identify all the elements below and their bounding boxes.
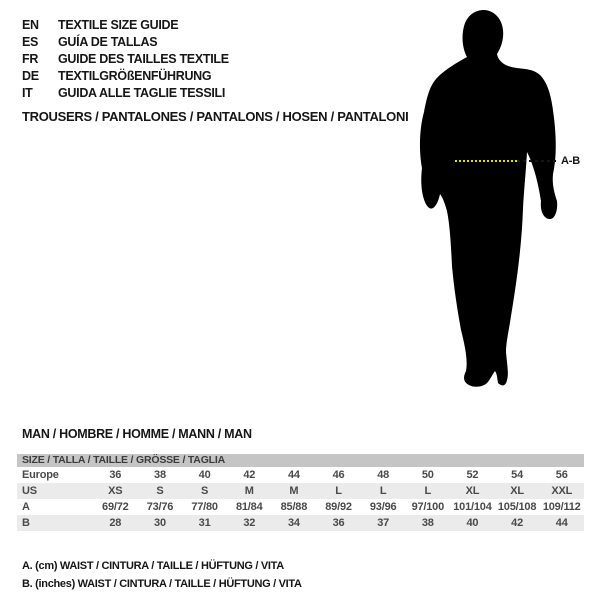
language-label: GUIDA ALLE TAGLIE TESSILI	[58, 86, 226, 100]
table-cell: 40	[198, 469, 211, 481]
table-cell: 48	[377, 469, 390, 481]
table-cell: 81/84	[235, 501, 263, 513]
language-code: EN	[22, 18, 39, 32]
size-table-header: SIZE / TALLA / TAILLE / GRÖSSE / TAGLIA	[17, 454, 584, 467]
garment-title: TROUSERS / PANTALONES / PANTALONS / HOSEN / PANTALONI	[22, 109, 409, 124]
row-label: Europe	[22, 469, 59, 481]
table-cell: 73/76	[146, 501, 174, 513]
row-label: US	[22, 485, 37, 497]
footnote-b-inches: B. (inches) WAIST / CINTURA / TAILLE / HÜFTUNG / VITA	[22, 578, 302, 590]
table-cell: 105/108	[497, 501, 537, 513]
table-cell: 30	[154, 517, 166, 529]
table-cell: 42	[511, 517, 523, 529]
table-cell: 36	[332, 517, 345, 529]
language-label: TEXTILGRÖßENFÜHRUNG	[58, 69, 212, 83]
table-cell: XL	[510, 485, 524, 497]
table-cell: 56	[555, 469, 568, 481]
language-row-it	[22, 85, 229, 102]
language-row-de	[22, 68, 229, 85]
waist-measure-label: A-B	[561, 155, 580, 167]
footnotes	[22, 557, 302, 593]
row-label: A	[22, 501, 30, 513]
table-cell: S	[156, 485, 164, 497]
table-cell: 101/104	[453, 501, 492, 513]
table-cell: 50	[421, 469, 434, 481]
table-cell: 36	[109, 469, 122, 481]
table-cell: 109/112	[542, 501, 581, 513]
table-cell: L	[335, 485, 342, 497]
language-label: GUIDE DES TAILLES TEXTILE	[58, 52, 229, 66]
table-cell: 54	[511, 469, 523, 481]
table-cell: 93/96	[369, 501, 397, 513]
language-label: GUÍA DE TALLAS	[58, 35, 158, 49]
language-code: ES	[22, 35, 39, 49]
table-cell: M	[244, 485, 254, 497]
table-cell: 46	[332, 469, 345, 481]
table-row-a-cm	[17, 499, 584, 515]
language-label: TEXTILE SIZE GUIDE	[58, 18, 179, 32]
table-cell: L	[379, 485, 387, 497]
language-code: DE	[22, 69, 39, 83]
man-silhouette-shape	[420, 10, 557, 387]
table-row-us	[17, 483, 584, 499]
size-table	[17, 454, 584, 531]
language-guide-list	[22, 17, 229, 102]
table-cell: 34	[287, 517, 300, 529]
table-cell: 28	[109, 517, 122, 529]
language-row-es	[22, 34, 229, 51]
table-cell: 89/92	[325, 501, 352, 513]
table-cell: 42	[243, 469, 256, 481]
table-cell: 40	[466, 517, 479, 529]
table-cell: 44	[555, 517, 568, 529]
table-cell: 69/72	[102, 501, 129, 513]
table-row-b-inches	[17, 515, 584, 531]
table-cell: 52	[466, 469, 479, 481]
man-silhouette-svg	[418, 8, 560, 388]
section-title-man: MAN / HOMBRE / HOMME / MANN / MAN	[22, 427, 252, 441]
language-row-en	[22, 17, 229, 34]
table-cell: 31	[198, 517, 211, 529]
table-cell: 77/80	[191, 501, 218, 513]
table-cell: XXL	[551, 485, 573, 497]
table-cell: L	[424, 485, 432, 497]
table-cell: 37	[377, 517, 390, 529]
language-row-fr	[22, 51, 229, 68]
table-cell: M	[289, 485, 299, 497]
waist-measure-line-on-body	[455, 160, 518, 162]
language-code: IT	[22, 86, 33, 100]
row-label: B	[22, 517, 30, 529]
table-cell: 38	[421, 517, 434, 529]
language-code: FR	[22, 52, 39, 66]
table-cell: 32	[243, 517, 256, 529]
table-cell: 85/88	[280, 501, 308, 513]
table-cell: 38	[154, 469, 166, 481]
table-cell: 44	[287, 469, 300, 481]
footnote-a-cm: A. (cm) WAIST / CINTURA / TAILLE / HÜFTUNG / VITA	[22, 560, 284, 572]
man-silhouette	[418, 8, 560, 388]
table-cell: XS	[108, 485, 123, 497]
table-cell: XL	[465, 485, 480, 497]
table-cell: 97/100	[411, 501, 445, 513]
waist-measure-line-off-body	[517, 160, 559, 162]
table-row-europe	[17, 467, 584, 483]
table-cell: S	[201, 485, 209, 497]
